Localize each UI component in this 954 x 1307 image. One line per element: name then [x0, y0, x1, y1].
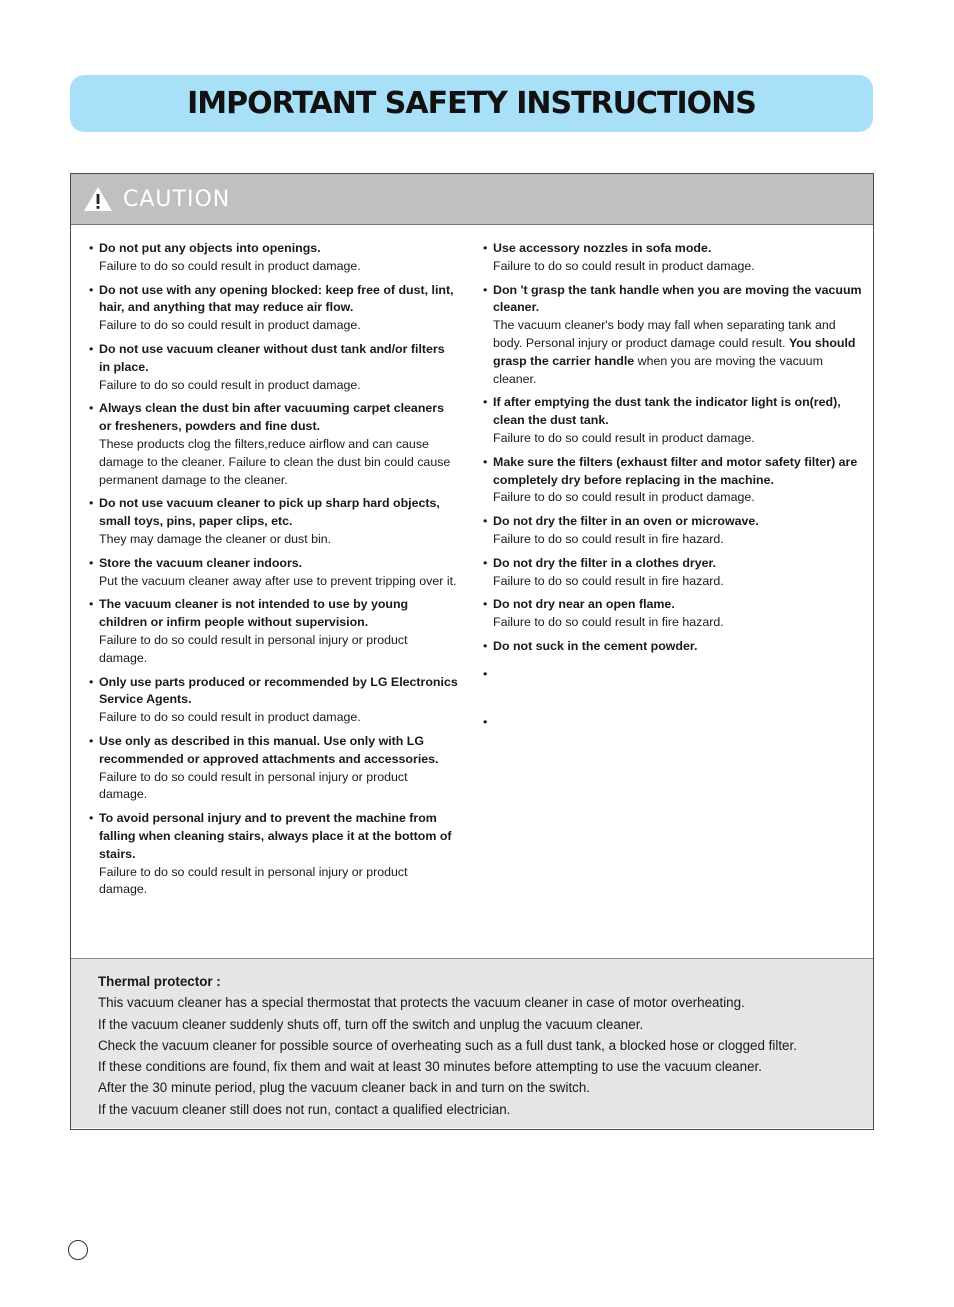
caution-panel: [70, 173, 874, 1130]
list-item: [483, 638, 863, 656]
list-item: [89, 810, 459, 899]
item-heading: • Store the vacuum cleaner indoors.: [99, 555, 303, 570]
list-item: [483, 394, 863, 447]
list-item: [483, 454, 863, 507]
item-heading: • Do not dry the filter in a clothes dryer.: [493, 555, 717, 570]
item-heading: • Only use parts produced or recommended by LG Electronics Service Agents.: [99, 674, 458, 707]
item-body: Failure to do so could result in product damage.: [99, 258, 361, 273]
list-item: [483, 282, 863, 389]
item-heading: • Do not use with any opening blocked: keep free of dust, lint, hair, and anything that may reduce air flow.: [99, 282, 454, 315]
item-heading: • Always clean the dust bin after vacuuming carpet cleaners or fresheners, powders and fine dust.: [99, 401, 444, 434]
thermal-line: If these conditions are found, fix them and wait at least 30 minutes before attempting to use the vacuum cleaner.: [98, 1059, 762, 1075]
item-body: Failure to do so could result in product damage.: [99, 377, 361, 392]
item-heading: • Do not suck in the cement powder.: [493, 638, 698, 653]
item-body-bold: You should grasp the carrier handle: [493, 335, 856, 368]
item-heading: • Use accessory nozzles in sofa mode.: [493, 241, 712, 255]
list-item: [89, 341, 459, 394]
item-body: Failure to do so could result in personal injury or product damage.: [99, 632, 408, 665]
item-heading: • To avoid personal injury and to prevent the machine from falling when cleaning stairs, always place it at the bottom of stairs.: [99, 811, 452, 861]
item-heading: • Do not dry near an open flame.: [493, 597, 675, 612]
list-item: [89, 674, 459, 727]
page-number-circle: [68, 1240, 88, 1260]
item-body: Failure to do so could result in fire hazard.: [493, 531, 724, 546]
item-heading: • If after emptying the dust tank the indicator light is on(red), clean the dust tank.: [493, 395, 841, 428]
item-heading: • Make sure the filters (exhaust filter and motor safety filter) are completely dry before replacing in the machine.: [493, 454, 858, 487]
warning-triangle-icon: [83, 186, 113, 212]
item-body: Failure to do so could result in personal injury or product damage.: [99, 769, 408, 802]
item-body: Failure to do so could result in fire hazard.: [493, 573, 724, 588]
empty-bullet: [483, 666, 863, 684]
list-item: [89, 282, 459, 335]
empty-bullet: [483, 714, 863, 732]
item-body: They may damage the cleaner or dust bin.: [99, 531, 332, 546]
list-item: [89, 596, 459, 667]
item-heading: • Do not use vacuum cleaner without dust tank and/or filters in place.: [99, 341, 445, 374]
item-body: Failure to do so could result in product damage.: [99, 710, 361, 725]
item-body: Put the vacuum cleaner away after use to prevent tripping over it.: [99, 573, 457, 588]
list-item: [89, 555, 459, 591]
title-banner: [70, 75, 873, 132]
thermal-line: If the vacuum cleaner still does not run, contact a qualified electrician.: [98, 1101, 511, 1117]
item-body: Failure to do so could result in fire hazard.: [493, 615, 724, 630]
item-heading: • Do not use vacuum cleaner to pick up sharp hard objects, small toys, pins, paper clips, etc.: [99, 496, 440, 529]
item-body: Failure to do so could result in product damage.: [493, 490, 755, 505]
item-body-text: when you are moving the vacuum cleaner.: [493, 353, 823, 386]
item-body: Failure to do so could result in personal injury or product damage.: [99, 864, 408, 897]
item-heading: • Don 't grasp the tank handle when you are moving the vacuum cleaner.: [493, 282, 862, 315]
list-item: [483, 513, 863, 549]
right-column: [483, 240, 863, 762]
list-item: [89, 733, 459, 804]
item-heading: • Use only as described in this manual. Use only with LG recommended or approved attachments and accessories.: [99, 733, 439, 766]
item-body-text: The vacuum cleaner's body may fall when separating tank and body. Personal injury or product damage could result.: [493, 318, 836, 350]
caution-label: CAUTION: [123, 186, 231, 212]
list-item: [483, 555, 863, 591]
list-item: [89, 400, 459, 489]
list-item: [483, 596, 863, 632]
thermal-heading: Thermal protector :: [98, 974, 221, 989]
thermal-line: After the 30 minute period, plug the vacuum cleaner back in and turn on the switch.: [98, 1080, 591, 1096]
list-item: [483, 240, 863, 276]
list-item: [89, 495, 459, 548]
caution-header: [71, 174, 873, 225]
page-title: IMPORTANT SAFETY INSTRUCTIONS: [187, 86, 756, 121]
list-item: [89, 240, 459, 276]
item-body: Failure to do so could result in product damage.: [493, 258, 755, 273]
thermal-line: Check the vacuum cleaner for possible source of overheating such as a full dust tank, a blocked hose or clogged filter.: [98, 1037, 797, 1053]
item-body: [493, 317, 863, 388]
item-body: Failure to do so could result in product damage.: [493, 430, 755, 445]
thermal-line: If the vacuum cleaner suddenly shuts off, turn off the switch and unplug the vacuum cleaner.: [98, 1016, 644, 1032]
thermal-line: This vacuum cleaner has a special thermostat that protects the vacuum cleaner in case of motor overheating.: [98, 995, 745, 1011]
item-heading: • Do not put any objects into openings.: [99, 241, 321, 255]
item-body: Failure to do so could result in product damage.: [99, 318, 361, 333]
item-heading: • Do not dry the filter in an oven or microwave.: [493, 514, 759, 529]
item-heading: • The vacuum cleaner is not intended to use by young children or infirm people without supervision.: [99, 597, 409, 630]
thermal-protector-section: [71, 958, 873, 1128]
item-body: These products clog the filters,reduce airflow and can cause damage to the cleaner. Failure to clean the dust bin could cause permanent damage to the cleaner.: [99, 436, 451, 487]
left-column: [89, 240, 459, 905]
